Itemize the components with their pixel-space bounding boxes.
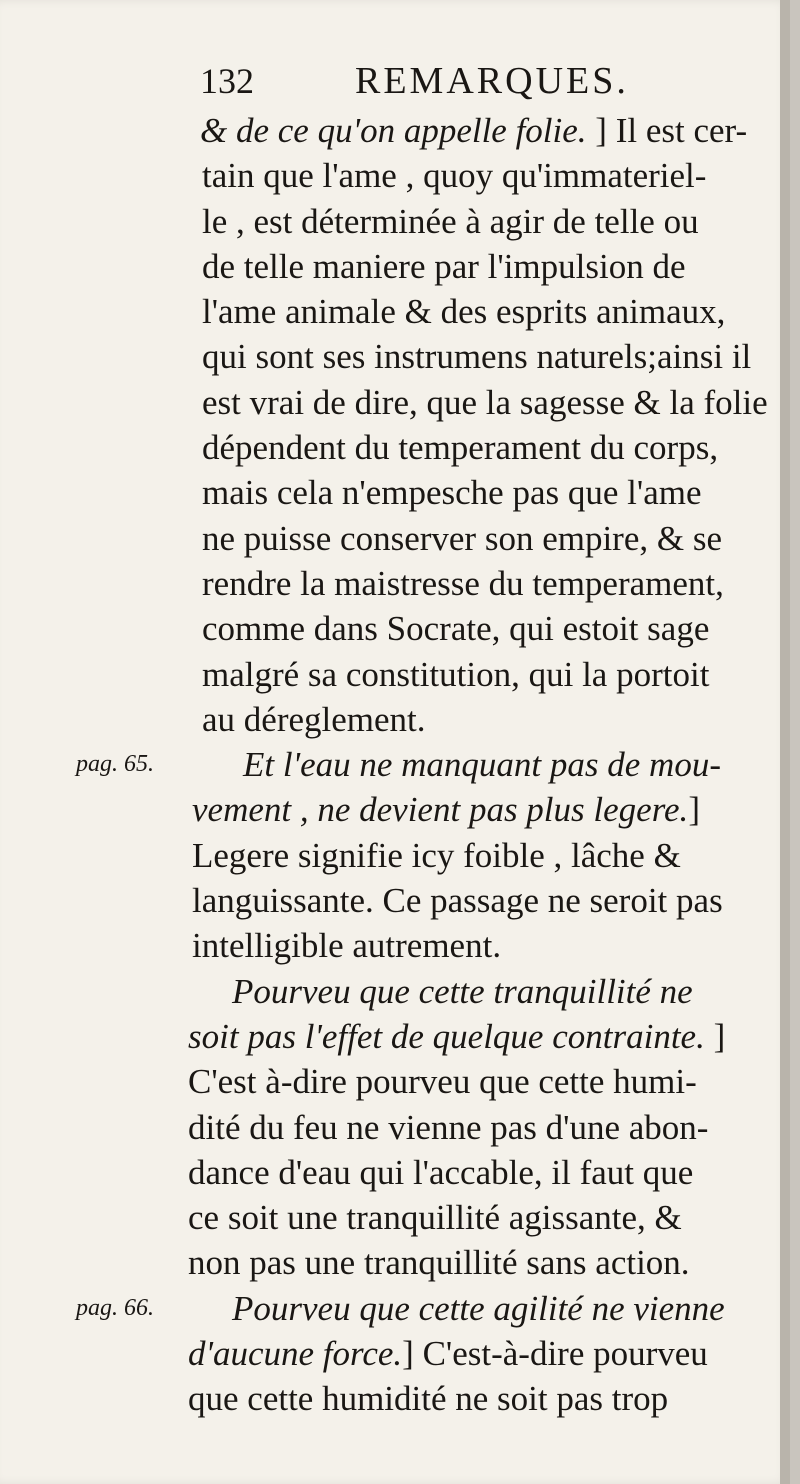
line-text [188,1014,725,1059]
page-header [200,58,740,108]
line-text: est vrai de dire, que la sagesse & la folie [202,382,768,422]
text-line [0,1014,790,1059]
commentary-text: ] Il est cer- [586,111,748,150]
line-text: qui sont ses instrumens naturels;ainsi il [202,337,752,377]
text-line [0,153,790,198]
italic-lemma: soit pas l'effet de quelque contrainte. [188,1016,705,1056]
line-text: ne puisse conserver son empire, & se [202,518,722,558]
commentary-text: ] [704,1016,726,1056]
italic-lemma: d'aucune force. [188,1334,403,1374]
line-text: Legere signifie icy foible , lâche & [192,835,681,875]
line-text: mais cela n'empesche pas que l'ame [202,473,702,513]
running-head: REMARQUES. [355,60,629,102]
line-text: non pas une tranquillité sans action. [188,1243,690,1283]
text-line [0,1240,790,1285]
text-line [0,1331,790,1376]
line-text: dité du feu ne vienne pas d'une abon- [188,1107,709,1147]
text-line [0,470,790,515]
line-text [192,787,700,832]
text-line [0,606,790,651]
line-text: malgré sa constitution, qui la portoit [202,654,710,694]
commentary-text: ] C'est-à-dire pourveu [402,1334,708,1374]
text-line [0,742,790,787]
text-line [0,516,790,561]
text-line [0,1195,790,1240]
line-text: comme dans Socrate, qui estoit sage [202,609,710,649]
margin-page-reference: pag. 65. [76,751,154,778]
italic-lemma: & de ce qu'on appelle folie. [200,111,587,150]
text-line [0,244,790,289]
commentary-text: ] [688,790,700,830]
margin-page-reference: pag. 66. [76,1294,154,1321]
page-number: 132 [200,61,254,101]
text-line [0,1376,790,1421]
text-line [0,969,790,1014]
line-text: que cette humidité ne soit pas trop [188,1379,669,1419]
line-text [188,1331,708,1376]
line-text: dépendent du temperament du corps, [202,428,719,468]
line-text: Et l'eau ne manquant pas de mou- [243,745,721,785]
text-line [0,289,790,334]
text-line [0,561,790,606]
text-line [0,1286,790,1331]
text-line [0,878,790,923]
text-line [0,108,790,153]
line-text: C'est à-dire pourveu que cette humi- [188,1062,697,1102]
line-text: tain que l'ame , quoy qu'immateriel- [202,156,707,196]
text-line [0,833,790,878]
line-text: Pourveu que cette agilité ne vienne [232,1288,725,1328]
line-text: l'ame animale & des esprits animaux, [202,292,726,332]
italic-lemma: vement , ne devient pas plus legere. [192,790,689,830]
text-line [0,380,790,425]
text-line [0,923,790,968]
line-text: rendre la maistresse du temperament, [202,563,724,603]
text-line [0,334,790,379]
line-text: ce soit une tranquillité agissante, & [188,1198,682,1238]
body-text [0,108,790,1422]
text-line [0,1059,790,1104]
text-line [0,1150,790,1195]
text-line [0,199,790,244]
line-text: intelligible autrement. [192,926,502,966]
line-text: Pourveu que cette tranquillité ne [232,971,693,1011]
line-text: languissante. Ce passage ne seroit pas [192,881,723,921]
text-line [0,1105,790,1150]
line-text: dance d'eau qui l'accable, il faut que [188,1152,694,1192]
line-text: de telle maniere par l'impulsion de [202,246,686,286]
line-text: le , est déterminée à agir de telle ou [202,201,699,241]
text-line [0,787,790,832]
line-text: au déreglement. [202,699,426,739]
text-line [0,652,790,697]
text-line [0,425,790,470]
text-line [0,697,790,742]
line-text [200,108,747,153]
